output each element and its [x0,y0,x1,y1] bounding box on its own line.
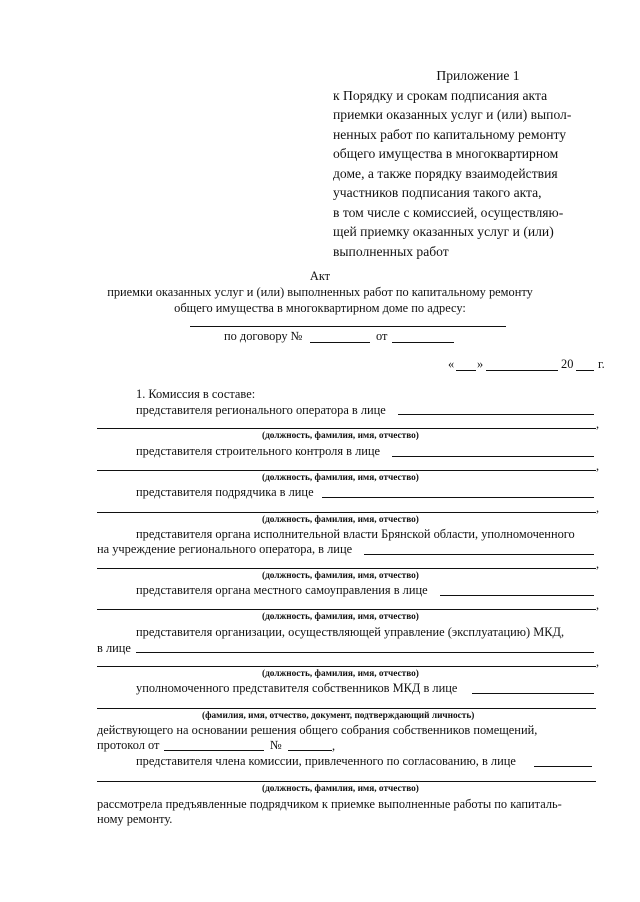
caption-position-name: (должность, фамилия, имя, отчество) [262,784,419,794]
management-org-field-2[interactable] [97,666,596,667]
commission-heading: 1. Комиссия в составе: [136,387,256,401]
owners-rep-field-2[interactable] [97,708,596,709]
construction-control-field[interactable] [392,456,594,457]
caption-position-name: (должность, фамилия, имя, отчество) [262,473,419,483]
appendix-header [333,66,603,261]
document-page: Приложение 1 к Порядку и срокам подписания акта приемки оказанных услуг и (или) выпол- ненных работ по капитальному ремонту общего имущества в многоквартирном доме, а также порядку взаимодействия участников подписания такого акта, в том числе с комиссией, осуществляю- щей приемку оказанных услуг и (или) выполненных работ Акт приемки оказанных услуг и (или) выполненных работ по капитальному ремонту общего имущества в многоквартирном доме по адресу: по договору № от « » 20 г. 1. Комиссия в составе: представителя регионального оператора в лице , (должность, фамилия, имя, отчество) представителя строительного контроля в лице , (должность, фамилия, имя, отчество) представителя подрядчика в лице , (должность, фамилия, имя, отчество) представителя органа исполнительной власти Брянской области, уполномоченного на учреждение регионального оператора, в лице , (должность, фамилия, имя, отчество) представителя органа местного самоуправления в лице , (должность, фамилия, имя, отчество) представителя организации, осуществляющей управление (эксплуатацию) МКД, в лице , (должность, фамилия, имя, отчество) уполномоченного представителя собственников МКД в лице (фамилия, имя, отчество, документ, подтверждающий личность) действующего на основании решения общего собрания собственников помещений, протокол от № , представителя члена комиссии, привлеченного по согласованию, в лице (должность, фамилия, имя, отчество) рассмотрела предъявленные подрядчиком к приемке выполненные работы по капиталь- ному ремонту. [0,0,640,902]
act-subtitle-1: приемки оказанных услуг и (или) выполненных работ по капитальному ремонту [107,285,533,299]
caption-position-name: (должность, фамилия, имя, отчество) [262,669,419,679]
executive-authority-label-2: на учреждение регионального оператора, в лице [97,542,353,556]
act-title: Акт [309,269,331,283]
appendix-number: Приложение 1 [436,68,520,83]
executive-authority-field[interactable] [364,554,594,555]
appendix-line: к Порядку и срокам подписания акта [333,87,548,103]
contractor-field-2[interactable] [97,512,596,513]
owners-rep-field[interactable] [472,693,594,694]
protocol-from-label: протокол от [97,738,160,752]
caption-position-name: (должность, фамилия, имя, отчество) [262,612,419,622]
local-government-field-2[interactable] [97,609,596,610]
invited-member-field-2[interactable] [97,781,596,782]
protocol-date-field[interactable] [164,750,264,751]
contract-from-label: от [376,329,388,343]
regional-operator-field-2[interactable] [97,428,596,429]
management-org-field[interactable] [136,652,594,653]
date-month-field[interactable] [486,370,558,371]
local-government-label: представителя органа местного самоуправления в лице [136,583,428,597]
appendix-line: участников подписания такого акта, [333,185,542,200]
contract-label: по договору № [224,329,303,343]
invited-member-field[interactable] [534,766,592,767]
conclusion-line-1: рассмотрела предъявленные подрядчиком к приемке выполненные работы по капиталь- [97,797,562,811]
appendix-line: ненных работ по капитальному ремонту [333,126,567,142]
date-quote-close: » [477,357,484,371]
date-year-prefix: 20 [561,357,574,371]
date-year-field[interactable] [576,370,594,371]
caption-name-document: (фамилия, имя, отчество, документ, подтверждающий личность) [202,711,475,721]
construction-control-label: представителя строительного контроля в лице [136,444,381,458]
appendix-line: щей приемку оказанных услуг и (или) [333,224,554,239]
date-year-suffix: г. [598,357,605,371]
executive-authority-field-2[interactable] [97,568,596,569]
contract-number-field[interactable] [310,342,370,343]
management-org-label-2: в лице [97,641,131,655]
management-org-label-1: представителя организации, осуществляющей управление (эксплуатацию) МКД, [136,625,565,639]
owners-rep-label: уполномоченного представителя собственников МКД в лице [136,681,458,695]
appendix-line: в том числе с комиссией, осуществляю- [333,204,564,220]
contractor-label: представителя подрядчика в лице [136,485,314,499]
caption-position-name: (должность, фамилия, имя, отчество) [262,515,419,525]
appendix-line: доме, а также порядку взаимодействия [333,165,558,181]
acting-basis-label: действующего на основании решения общего собрания собственников помещений, [97,723,538,737]
regional-operator-label: представителя регионального оператора в лице [136,403,386,417]
conclusion-line-2: ному ремонту. [97,812,173,826]
invited-member-label: представителя члена комиссии, привлеченного по согласованию, в лице [136,754,516,768]
appendix-line: выполненных работ [333,243,449,259]
contractor-field[interactable] [322,497,594,498]
protocol-number-field[interactable] [288,750,332,751]
caption-position-name: (должность, фамилия, имя, отчество) [262,571,419,581]
address-field[interactable] [190,326,506,327]
appendix-line: общего имущества в многоквартирном [333,146,559,161]
act-subtitle-2: общего имущества в многоквартирном доме по адресу: [174,301,466,315]
caption-position-name: (должность, фамилия, имя, отчество) [262,431,419,441]
date-day-field[interactable] [456,370,476,371]
regional-operator-field[interactable] [398,414,594,415]
date-quote-open: « [448,357,455,371]
appendix-line: приемки оказанных услуг и (или) выпол- [333,107,572,122]
local-government-field[interactable] [440,595,594,596]
contract-date-field[interactable] [392,342,454,343]
protocol-number-label: № [270,738,282,752]
construction-control-field-2[interactable] [97,470,596,471]
executive-authority-label-1: представителя органа исполнительной власти Брянской области, уполномоченного [136,527,575,541]
